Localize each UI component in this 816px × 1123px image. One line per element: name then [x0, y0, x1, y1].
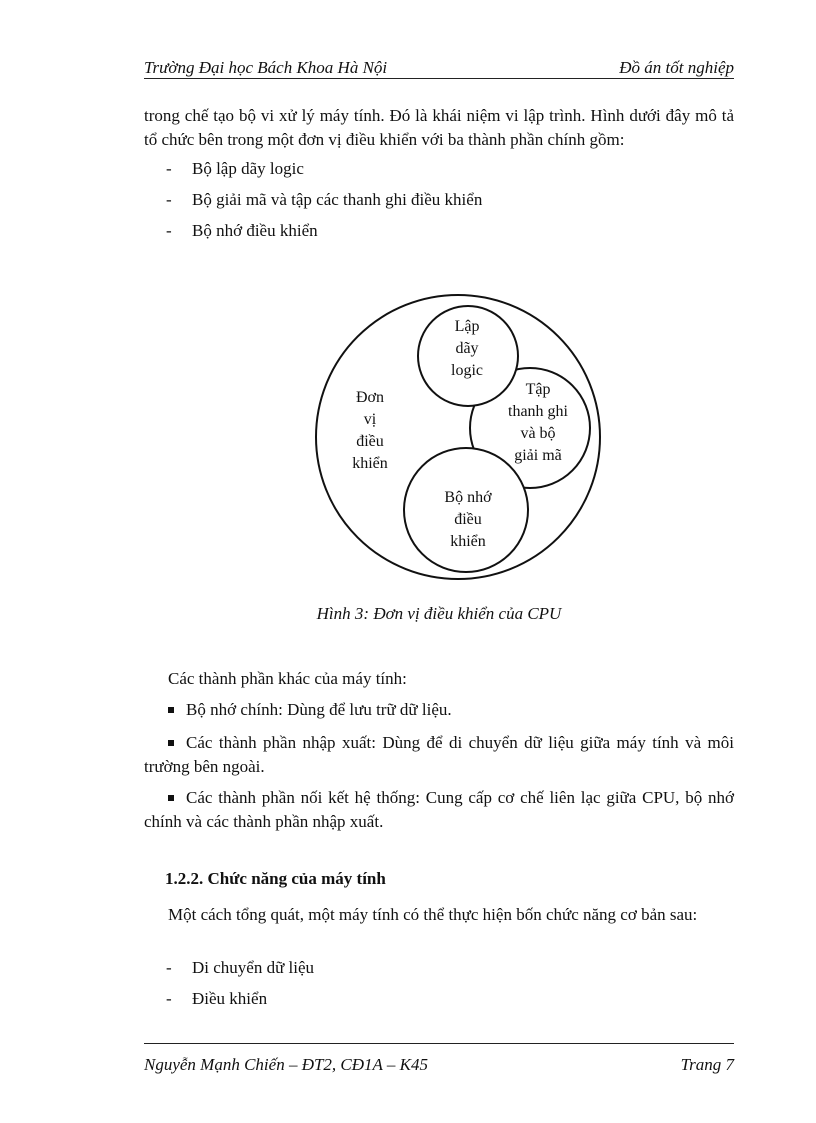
list-item: - Bộ lập dãy logic [166, 159, 304, 178]
bullet-icon [168, 707, 174, 713]
bullet-icon [168, 740, 174, 746]
right-label-line: và bộ [520, 425, 556, 442]
control-unit-diagram [300, 280, 610, 600]
list-item: - Di chuyển dữ liệu [166, 958, 315, 977]
bottom-label-line: Bộ nhớ [444, 489, 492, 506]
list-item: Các thành phần nhập xuất: Dùng để di chuyển dữ liệu giữa máy tính và môi trường bên ngoài. [144, 733, 734, 776]
outer-label-line: vị [363, 411, 377, 428]
right-label-line: Tập [525, 381, 551, 398]
list-item: - Điều khiển [166, 989, 268, 1008]
outer-label-line: Đơn [355, 389, 385, 406]
list-item: Các thành phần nối kết hệ thống: Cung cấp cơ chế liên lạc giữa CPU, bộ nhớ chính và các thành phần nhập xuất. [144, 788, 734, 831]
top-label-line: logic [451, 362, 483, 379]
top-label-line: dãy [455, 340, 479, 357]
bottom-label-line: khiển [450, 533, 486, 550]
components-intro: Các thành phần khác của máy tính: [168, 669, 407, 688]
page-footer [144, 1043, 734, 1075]
footer-author: Nguyễn Mạnh Chiến – ĐT2, CĐ1A – K45 [144, 1055, 428, 1074]
section-heading: 1.2.2. Chức năng của máy tính [165, 869, 386, 888]
list-item: - Bộ nhớ điều khiển [166, 221, 318, 240]
header-doc-type: Đồ án tốt nghiệp [619, 58, 734, 77]
page-number: Trang 7 [680, 1055, 734, 1074]
right-label-line: giải mã [514, 447, 562, 464]
outer-label-line: khiển [352, 455, 388, 472]
bullet-icon [168, 795, 174, 801]
top-label-line: Lập [454, 318, 480, 335]
circle-memory [404, 448, 528, 572]
figure-caption: Hình 3: Đơn vị điều khiển của CPU [316, 604, 562, 623]
page-header [144, 52, 734, 79]
list-item: - Bộ giải mã và tập các thanh ghi điều khiển [166, 190, 483, 209]
header-school: Trường Đại học Bách Khoa Hà Nội [144, 58, 388, 77]
right-label-line: thanh ghi [508, 403, 568, 420]
section-paragraph: Một cách tổng quát, một máy tính có thể thực hiện bốn chức năng cơ bản sau: [168, 905, 698, 924]
bottom-label-line: điều [454, 511, 482, 528]
intro-paragraph: trong chế tạo bộ vi xử lý máy tính. Đó là khái niệm vi lập trình. Hình dưới đây mô tả tổ chức bên trong một đơn vị điều khiển với ba thành phần chính gồm: [144, 106, 734, 149]
outer-label-line: điều [356, 433, 384, 450]
list-item: Bộ nhớ chính: Dùng để lưu trữ dữ liệu. [144, 698, 734, 722]
